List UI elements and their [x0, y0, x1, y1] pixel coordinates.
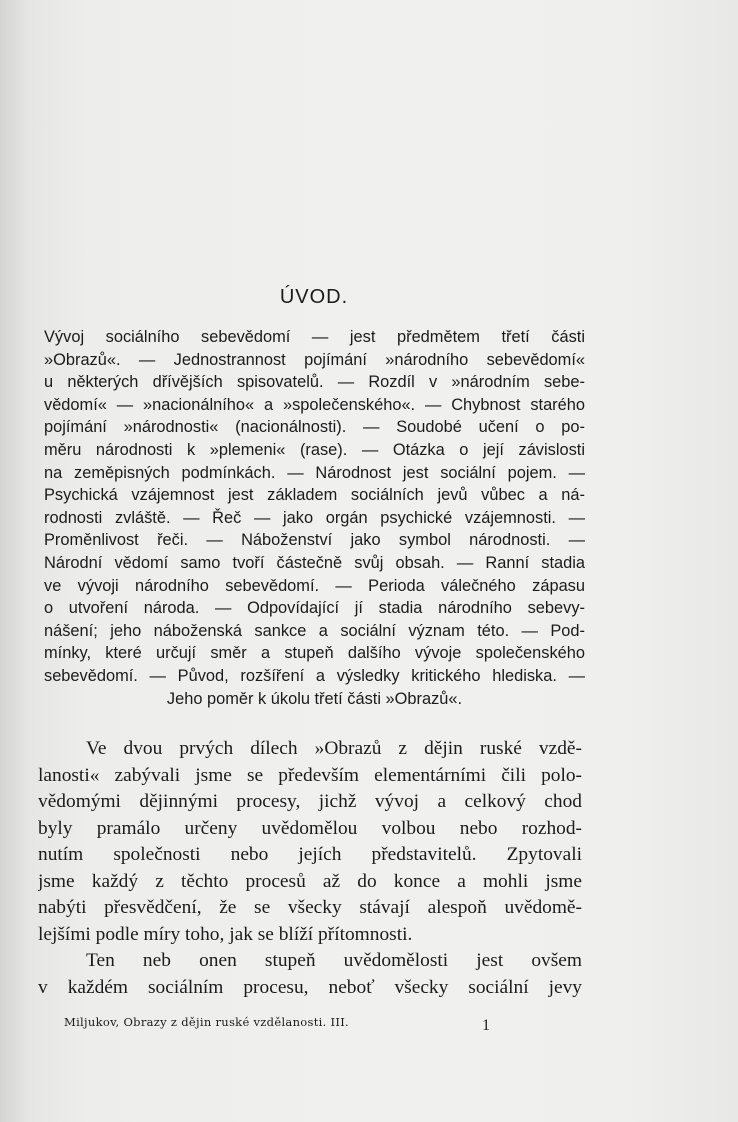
body-line: Ve dvou prvých dílech »Obrazů z dějin ruské vzdě- [86, 738, 582, 759]
summary-line: vědomí« — »nacionálního« a »společenského«. — Chybnost starého [44, 395, 585, 414]
summary-line: Vývoj sociálního sebevědomí — jest předmětem třetí části [44, 328, 585, 346]
summary-line: ve vývoji národního sebevědomí. — Perioda válečného zápasu [44, 576, 585, 595]
body-line: v každém sociálním procesu, neboť všecky sociální jevy [38, 976, 582, 998]
summary-line: rodnosti zvláště. — Řeč — jako orgán psychické vzájemnosti. — [44, 508, 585, 527]
summary-line: Jeho poměr k úkolu třetí části »Obrazů«. [166, 689, 463, 708]
summary-line: o utvoření národa. — Odpovídající jí stadia národního sebevy- [44, 599, 585, 618]
summary-line: Psychická vzájemnost jest základem sociálních jevů vůbec a ná- [44, 486, 585, 505]
summary-line: Národní vědomí samo tvoří částečně svůj obsah. — Ranní stadia [44, 553, 585, 572]
body-line: lanosti« zabývali jsme se především elementárními čili polo- [38, 764, 582, 786]
body-line: Ten neb onen stupeň uvědomělosti jest ovšem [86, 950, 582, 971]
book-footer: Miljukov, Obrazy z dějin ruské vzdělanosti. III. [64, 1015, 349, 1029]
summary-line: »Obrazů«. — Jednostrannost pojímání »národního sebevědomí« [44, 350, 585, 369]
body-line: jsme každý z těchto procesů až do konce a mohli jsme [38, 870, 582, 892]
body-line: nabýti přesvědčení, že se všecky stávají alespoň uvědomě- [38, 897, 582, 918]
body-line: byly pramálo určeny uvědomělou volbou nebo rozhod- [38, 817, 582, 839]
body-text [38, 736, 582, 1001]
page-number: 1 [482, 1017, 490, 1034]
body-line: vědomými dějinnými procesy, jichž vývoj a celkový chod [38, 791, 582, 812]
chapter-summary [44, 326, 585, 710]
summary-line: pojímání »národnosti« (nacionálnosti). — Soudobé učení o po- [44, 418, 585, 437]
body-line: lejšími podle míry toho, jak se blíží přítomnosti. [38, 923, 413, 945]
summary-line: nášení; jeho náboženská sankce a sociální význam této. — Pod- [44, 621, 585, 640]
summary-line: sebevědomí. — Původ, rozšíření a výsledky kritického hlediska. — [44, 666, 585, 685]
summary-line: na zeměpisných podmínkách. — Národnost jest sociální pojem. — [44, 463, 585, 482]
summary-line: Proměnlivost řeči. — Náboženství jako symbol národnosti. — [44, 531, 585, 550]
body-line: nutím společnosti nebo jejích představitelů. Zpytovali [38, 844, 582, 865]
summary-line: mínky, které určují směr a stupeň dalšího vývoje společenského [44, 644, 585, 663]
summary-line: u některých dřívějších spisovatelů. — Rozdíl v »národním sebe- [44, 373, 585, 392]
chapter-title: ÚVOD. [279, 286, 349, 308]
summary-line: měru národnosti k »plemeni« (rase). — Otázka o její závislosti [44, 440, 585, 459]
